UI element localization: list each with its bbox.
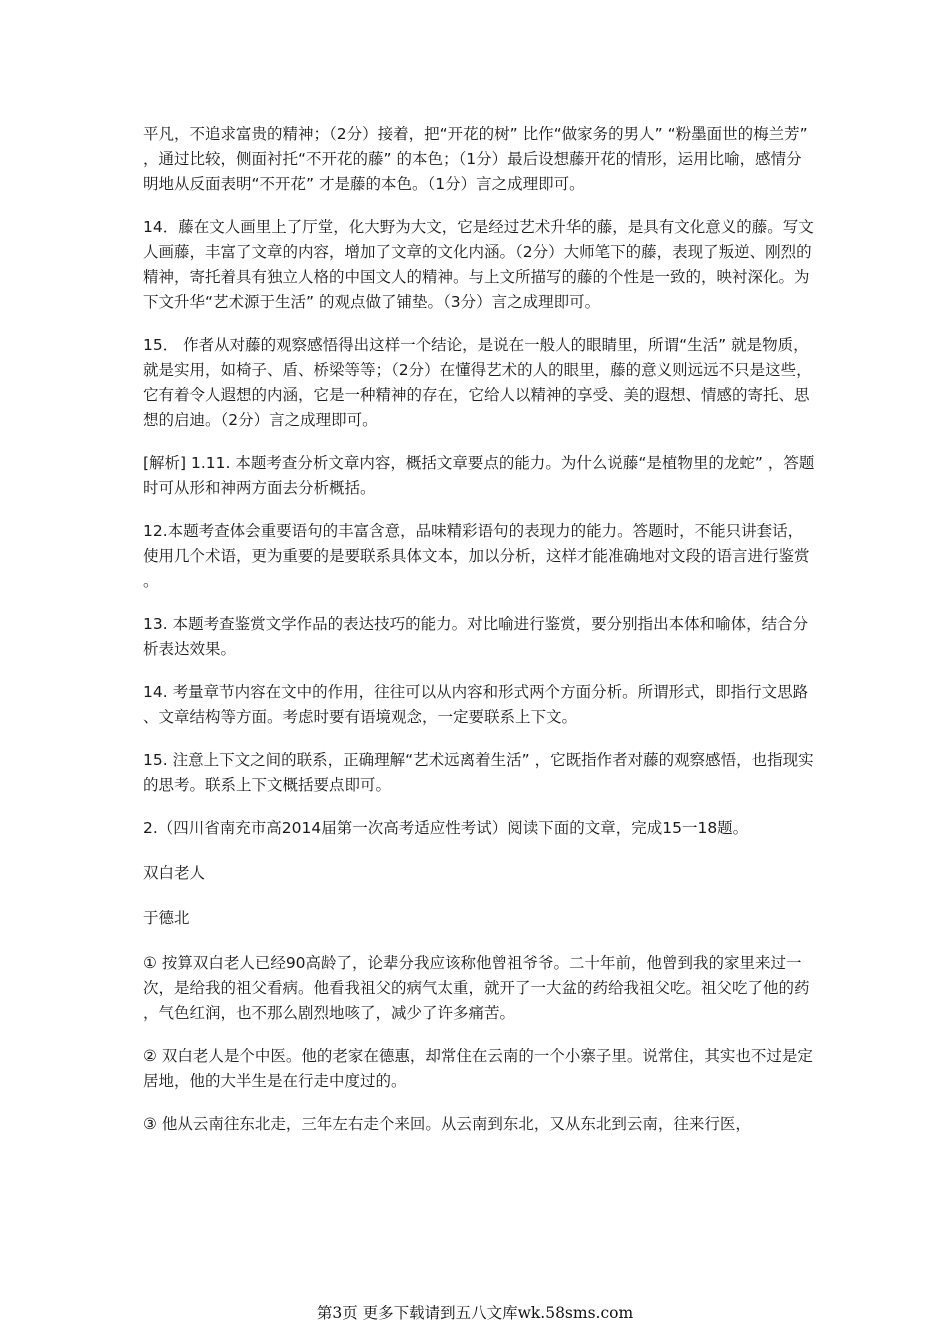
document-body <box>143 122 815 1155</box>
answer-14: 14．藤在文人画里上了厅堂，化大野为大文，它是经过艺术升华的藤，是具有文化意义的藤。写文人画藤，丰富了文章的内容，增加了文章的文化内涵。（2分）大师笔下的藤，表现了叛逆、刚烈的精神，寄托着具有独立人格的中国文人的精神。与上文所描写的藤的个性是一致的，映衬深化。为下文升华“艺术源于生活” 的观点做了铺垫。（3分）言之成理即可。 <box>143 218 814 311</box>
article-author: 于德北 <box>143 909 190 927</box>
analysis-12: 12.本题考查体会重要语句的丰富含意，品味精彩语句的表现力的能力。答题时，不能只讲套话，使用几个术语，更为重要的是要联系具体文本，加以分析，这样才能准确地对文段的语言进行鉴赏。 <box>143 522 810 590</box>
page-footer: 第3页 更多下载请到五八文库wk.58sms.com <box>316 1304 634 1322</box>
analysis-13: 13. 本题考查鉴赏文学作品的表达技巧的能力。对比喻进行鉴赏，要分别指出本体和喻体，结合分析表达效果。 <box>143 615 809 658</box>
answer-15: 15． 作者从对藤的观察感悟得出这样一个结论，是说在一般人的眼睛里，所谓“生活” 就是物质，就是实用，如椅子、盾、桥梁等等；（2分）在懂得艺术的人的眼里，藤的意义则远远不只是这些，它有着令人遐想的内涵，它是一种精神的存在，它给人以精神的享受、美的遐想、情感的寄托、思想的启迪。（2分）言之成理即可。 <box>143 336 812 429</box>
article-paragraph-1: ① 按算双白老人已经90高龄了，论辈分我应该称他曾祖爷爷。二十年前，他曾到我的家里来过一次，是给我的祖父看病。他看我祖父的病气太重，就开了一大盆的药给我祖父吃。祖父吃了他的药，气色红润，也不那么剧烈地咳了，减少了许多痛苦。 <box>143 954 810 1022</box>
analysis-14: 14. 考量章节内容在文中的作用，往往可以从内容和形式两个方面分析。所谓形式，即指行文思路、文章结构等方面。考虑时要有语境观念，一定要联系上下文。 <box>143 683 809 726</box>
answer-continuation: 平凡，不追求富贵的精神；（2分）接着，把“开花的树” 比作“做家务的男人” “粉墨面世的梅兰芳” ，通过比较，侧面衬托“不开花的藤” 的本色；（1分）最后设想藤开花的情形，运用比喻，感情分明地从反面表明“不开花” 才是藤的本色。（1分）言之成理即可。 <box>143 125 808 193</box>
article-title: 双白老人 <box>143 864 206 882</box>
question-intro: 2.（四川省南充市高2014届第一次高考适应性考试）阅读下面的文章，完成15一18题。 <box>143 819 749 837</box>
analysis-11: [解析] 1.11. 本题考查分析文章内容，概括文章要点的能力。为什么说藤“是植物里的龙蛇” ，答题时可从形和神两方面去分析概括。 <box>143 454 815 497</box>
article-paragraph-3: ③ 他从云南往东北走，三年左右走个来回。从云南到东北，又从东北到云南，往来行医， <box>143 1115 751 1133</box>
analysis-15: 15. 注意上下文之间的联系，正确理解“艺术远离着生活” ，它既指作者对藤的观察感悟，也指现实的思考。联系上下文概括要点即可。 <box>143 751 814 794</box>
article-paragraph-2: ② 双白老人是个中医。他的老家在德惠，却常住在云南的一个小寨子里。说常住，其实也不过是定居地，他的大半生是在行走中度过的。 <box>143 1047 813 1090</box>
